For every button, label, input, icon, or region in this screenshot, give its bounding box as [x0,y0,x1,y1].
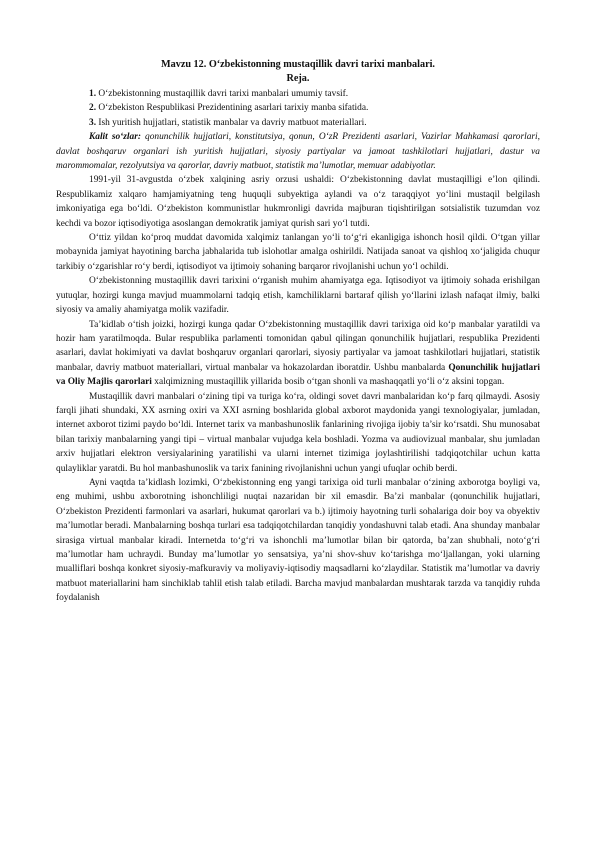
paragraph-importance: O‘zbekistonning mustaqillik davri tarixini o‘rganish muhim ahamiyatga ega. Iqtisodiyot va ijtimoiy sohada erishilgan yutuqlar, hozirgi kunga mavjud muammolarni tadqiq etish, kamchiliklarni bartaraf qilish yo‘llarini izlash nafaqat ilmiy, balki siyosiy va amaliy ahamiyatga molik vazifadir. [56,276,540,316]
plan-list [56,87,540,130]
plan-item-text: O‘zbekistonning mustaqillik davri tarixi manbalari umumiy tavsif. [96,89,349,99]
plan-heading: Reja. [286,73,310,84]
page-title: Mavzu 12. O‘zbekistonning mustaqillik davri tarixi manbalari. [161,59,435,70]
plan-item-number: 1. [89,89,97,99]
keywords-label: Kalit so‘zlar: [89,132,141,143]
paragraph-sources [56,318,540,390]
paragraph-sources-bold: Qonunchilik hujjatlari va Oliy Majlis qarorlari [56,362,540,388]
plan-item-number: 2. [89,103,97,114]
paragraph-sources-tail: xalqimizning mustaqillik yillarida bosib o‘tgan shonli va mashaqqatli yo‘li o‘z aksini topgan. [151,377,505,388]
plan-item-text: O‘zbekiston Respublikasi Prezidentining asarlari tarixiy manba sifatida. [96,103,369,114]
paragraph-reliability: Ayni vaqtda ta’kidlash lozimki, O‘zbekistonning eng yangi tarixiga oid turli manbalar o‘zining axborotga boyligi va, eng muhimi, ushbu axborotning ishonchliligi nuqtai nazaridan bir xil emasdir. Ba’zi manbalar (qonunchilik hujjatlari, O‘zbekiston Prezidenti farmonlari va asarlari, hukumat qarorlari va b.) ijtimoiy hayotning turli sohalariga doir boy va obyektiv ma’lumotlar beradi. Manbalarning boshqa turlari esa tadqiqotchilardan tanqidiy yondashuvni talab etadi. Ana shunday manbalar sirasiga virtual manbalar kiradi. Internetda to‘g‘ri va ishonchli ma’lumotlar bilan bir qatorda, ba’zan shubhali, noto‘g‘ri ma’lumotlar ham uchraydi. Bunday ma’lumotlar yo sensatsiya, ya’ni shov-shuv ko‘tarishga mo‘ljallangan, yoki ularning mualliflari boshqa konkret siyosiy-mafkuraviy va moliyaviy-iqtisodiy maqsadlarni ko‘zlaydilar. Statistik ma’lumotlar va davriy matbuot materiallarini ham sinchiklab tahlil etish talab etiladi. Barcha mavjud manbalardan mushtarak tarzda va tanqidiy ruhda foydalanish [56,477,540,604]
paragraph-independence: 1991-yil 31-avgustda o‘zbek xalqining asriy orzusi ushaldi: O‘zbekistonning davlat mustaqilligi e’lon qilindi. Respublikamiz xalqaro hamjamiyatning teng huquqli subyektiga aylandi va o‘z taraqqiyot yo‘lini mustaqil belgilash imkoniyatiga ega bo‘ldi. O‘zbekiston kommunistlar hukmronligi davrida majburan tiqishtirilgan sotsialistik tuzumdan voz kechdi va bozor iqtisodiyotiga asoslangan demokratik jamiyat qurish sari yo‘l tutdi. [56,175,540,229]
plan-item [56,87,540,101]
paragraph-virtual-sources: Mustaqillik davri manbalari o‘zining tipi va turiga ko‘ra, oldingi sovet davri manbalaridan ko‘p farq qilmaydi. Asosiy farqli jihati shundaki, XX asrning oxiri va XXI asrning boshlarida global axborot maydonida yangi texnologiyalar, jumladan, internet axborot tizimi paydo bo‘ldi. Internet tarix va manbashunoslik fanlarining rivojiga ijobiy ta’sir ko‘rsatdi. Shu munosabat bilan tarixiy manbalarning yangi tipi – virtual manbalar vujudga kela boshladi. Yozma va audiovizual manbalar, shu jumladan arxiv hujjatlari elektron versiyalarining yaratilishi va ularni internet tizimiga joylashtirilishi tadqiqotchilar uchun katta qulayliklar yaratdi. Bu hol manbashunoslik va tarix fanining rivojlanishni uchun yangi ufuqlar ochib berdi. [56,391,540,474]
plan-item-text: Ish yuritish hujjatlari, statistik manbalar va davriy matbuot materiallari. [96,117,367,128]
paragraph-sources-text: Ta’kidlab o‘tish joizki, hozirgi kunga qadar O‘zbekistonning mustaqillik davri tarixiga oid ko‘p manbalar yaratildi va hozir ham yaratilmoqda. Bular respublika parlamenti tomonidan qabul qilingan qonunchilik hujjatlari, respublika Prezidenti asarlari, davlat hokimiyati va davlat boshqaruv organlari qarorlari, siyosiy partiyalar va jamoat tashkilotlari hujjatlari, statistik manbalar, davriy matbuot materiallari, virtual manbalar va hokazolardan iboratdir. Ushbu manbalarda [56,319,540,373]
keywords-paragraph [56,130,540,173]
paragraph-reforms: O‘ttiz yildan ko‘proq muddat davomida xalqimiz tanlangan yo‘li to‘g‘ri ekanligiga ishonch hosil qildi. O‘tgan yillar mobaynida jamiyat hayotining barcha jabhalarida tub islohotlar amalga oshirildi. Natijada sanoat va qishloq xo‘jaligida chuqur tarkibiy o‘zgarishlar ro‘y berdi, iqtisodiyot va ijtimoiy sohaning barqaror rivojlanishi uchun yo‘l ochildi. [56,233,540,272]
plan-item-number: 3. [89,117,97,128]
plan-item [56,116,540,130]
plan-item [56,101,540,115]
keywords-text: qonunchilik hujjatlari, konstitutsiya, qonun, O‘zR Prezidenti asarlari, Vazirlar Mahkamasi qarorlari, davlat boshqaruv organlari ish yuritish hujjatlari, siyosiy partiyalar va jamoat tashkilotlari hujjatlari, dastur va marommomalar, rezolyutsiya va qarorlar, davriy matbuot, statistik ma’lumotlar, memuar adabiyotlar. [56,132,540,172]
